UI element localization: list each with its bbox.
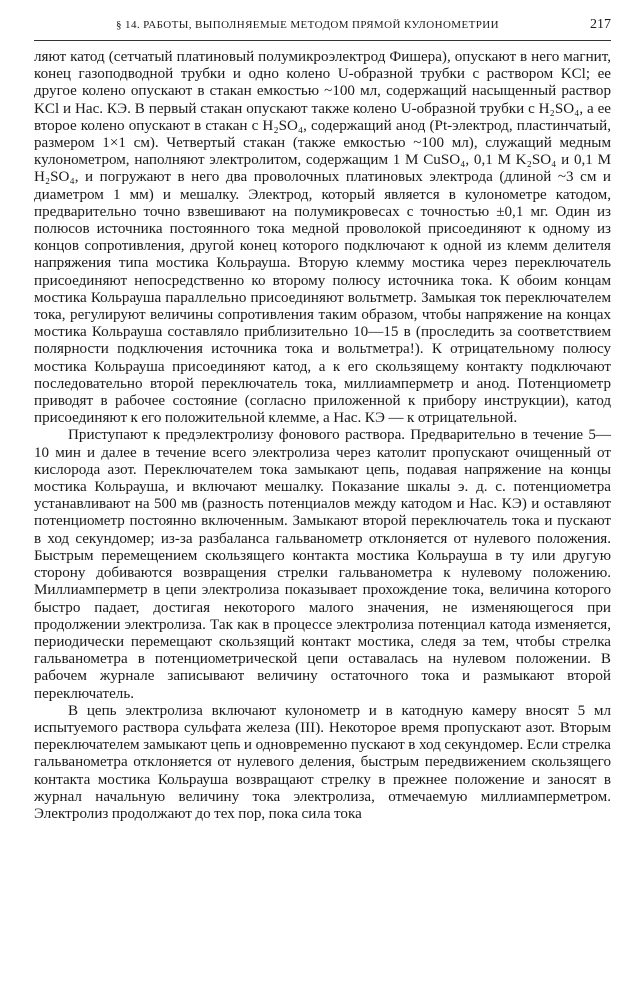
page-header [34, 14, 611, 41]
paragraph-electrolysis: В цепь электролиза включают кулонометр и в катодную камеру вносят 5 мл испытуемого раствора сульфата железа (III). Некоторое время пропускают азот. Вторым переключателем замыкают цепь и одновременно пускают в ход секундомер. Если стрелка гальванометра отклоняется от нулевого деления, быстрым передвижением скользящего контакта мостика Кольрауша возвращают стрелку в прежнее положение и заносят в журнал начальную величину тока электролиза, отмечаемую миллиамперметром. Электролиз продолжают до тех пор, пока сила тока [34, 702, 611, 822]
running-title: § 14. РАБОТЫ, ВЫПОЛНЯЕМЫЕ МЕТОДОМ ПРЯМОЙ КУЛОНОМЕТРИИ [116, 19, 499, 31]
page-number: 217 [590, 17, 611, 32]
paragraph-preelectrolysis: Приступают к предэлектролизу фонового раствора. Предварительно в течение 5—10 мин и далее в течение всего электролиза через католит пропускают очищенный от кислорода азот. Переключателем тока замыкают цепь, подавая напряжение на концы мостика Кольрауша, и включают мешалку. Показание шкалы э. д. с. потенциометра устанавливают на 500 мв (разность потенциалов между катодом и Нас. КЭ) и оставляют потенциометр постоянно включенным. Замыкают второй переключатель тока и пускают в ход секундомер; из-за разбаланса гальванометр отклоняется от нулевого положения. Быстрым перемещением скользящего контакта мостика Кольрауша в ту или другую сторону добиваются возвращения стрелки гальванометра к нулевому положению. Миллиамперметр в цепи электролиза показывает прохождение тока, величина которого быстро падает, достигая некоторого малого значения, не изменяющегося при продолжении электролиза. Так как в процессе электролиза потенциал катода изменяется, периодически перемещают скользящий контакт мостика, следя за тем, чтобы стрелка гальванометра в потенциометрической цепи оставалась на нулевом положении. В рабочем журнале записывают величину остаточного тока и размыкают второй переключатель. [34, 427, 611, 702]
paragraph-continued: ляют катод (сетчатый платиновый полумикроэлектрод Фишера), опускают в него магнит, конец газоподводной трубки и одно колено U-образной трубки с раствором KCl; ее другое колено опускают в стакан емкостью ~100 мл, содержащий насыщенный раствор KCl и Нас. КЭ. В первый стакан опускают также колено U-образной трубки с H₂SO₄, а ее второе колено опускают в стакан с H₂SO₄, содержащий анод (Pt-электрод, пластинчатый, размером 1×1 см). Четвертый стакан (также емкостью ~100 мл), служащий медным кулонометром, наполняют электролитом, содержащим 1 M CuSO₄, 0,1 M K₂SO₄ и 0,1 M H₂SO₄, и погружают в него два проволочных платиновых электрода (длиной ~3 см и диаметром 1 мм) и мешалку. Электрод, который является в кулонометре катодом, предварительно точно взвешивают на полумикровесах с точностью ±0,1 мг. Один из полюсов источника постоянного тока медной проволокой присоединяют к одному из концов сопротивления, другой конец которого подключают к одной из клемм делителя напряжения типа мостика Кольрауша. Вторую клемму мостика через переключатель присоединяют непосредственно ко второму полюсу источника тока. К обоим концам мостика Кольрауша параллельно присоединяют вольтметр. Замыкая ток переключателем тока, регулируют величины сопротивления таким образом, чтобы напряжение на концах мостика Кольрауша составляло приблизительно 10—15 в (проследить за соответствием полярности подключения источника тока и вольтметра!). К отрицательному полюсу мостика Кольрауша присоединяют катод, а к его скользящему контакту подключают последовательно второй переключатель тока, миллиамперметр и анод. Потенциометр приводят в рабочее состояние (согласно приложенной к прибору инструкции), катод присоединяют к его положительной клемме, а Нас. КЭ — к отрицательной. [34, 49, 611, 427]
body-text [34, 49, 611, 823]
